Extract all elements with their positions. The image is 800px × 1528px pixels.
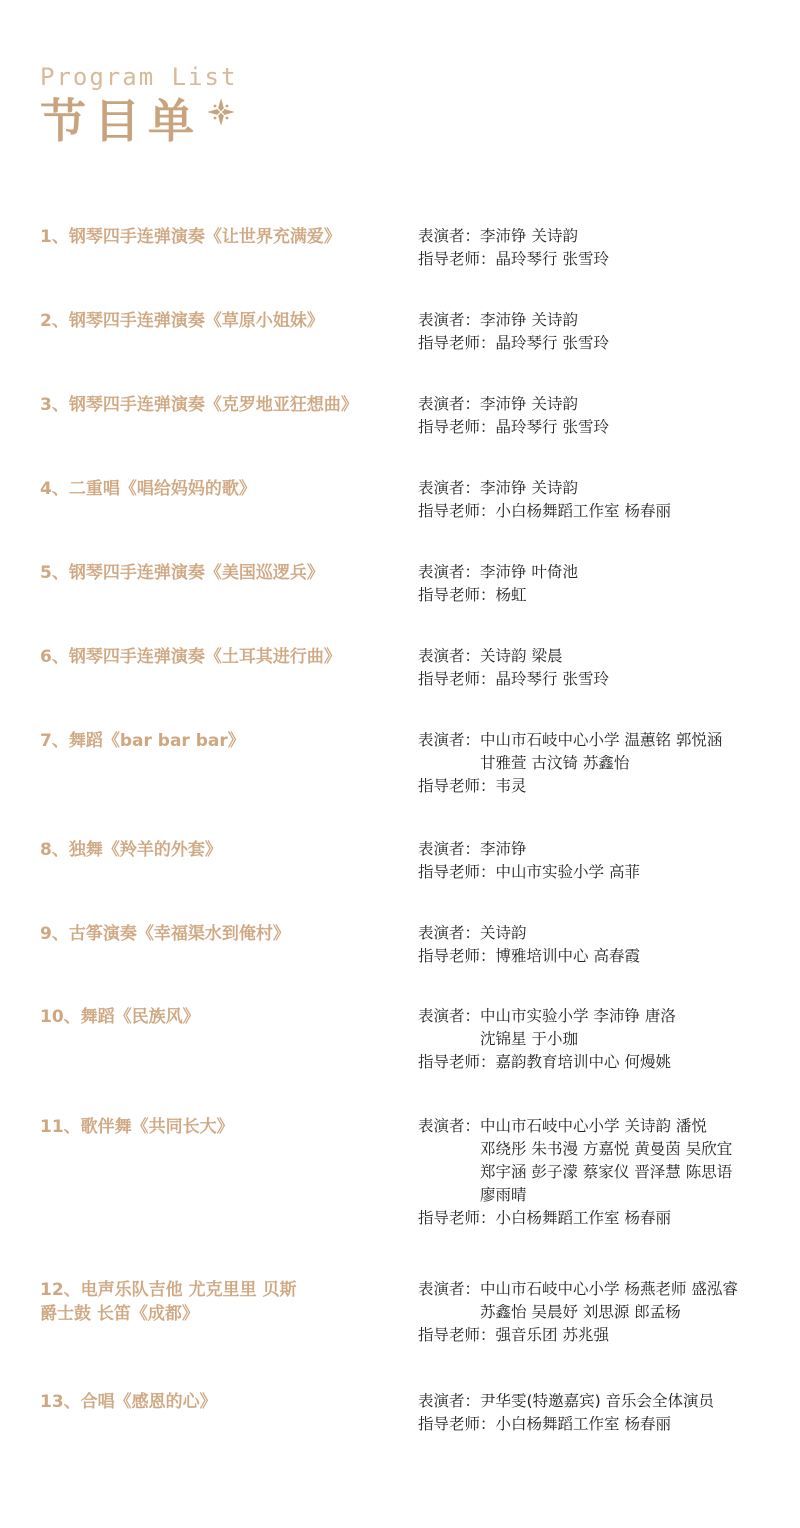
teachers-names: 晶玲琴行 张雪玲 — [495, 250, 609, 268]
teachers-line — [418, 1413, 714, 1436]
teachers-line — [418, 861, 640, 884]
teachers-label: 指导老师： — [418, 1053, 496, 1071]
performer-names-line: 廖雨晴 — [480, 1186, 527, 1204]
teachers-names: 杨虹 — [495, 586, 527, 604]
performer-names-line: 苏鑫怡 吴晨妤 刘思源 郎孟杨 — [480, 1303, 681, 1321]
performers-line — [418, 729, 722, 775]
title-row — [40, 94, 237, 148]
program-title: 6、钢琴四手连弹演奏《土耳其进行曲》 — [40, 647, 341, 667]
performers-names — [480, 477, 578, 500]
performers-label: 表演者： — [418, 1117, 481, 1135]
performers-label: 表演者： — [418, 395, 481, 413]
performers-names — [480, 838, 527, 861]
performer-names-line: 中山市实验小学 李沛铮 唐洛 — [480, 1007, 676, 1025]
program-title: 12、电声乐队吉他 尤克里里 贝斯 爵士鼓 长笛《成都》 — [40, 1280, 297, 1324]
performers-line — [418, 225, 609, 248]
teachers-line — [418, 668, 609, 691]
program-credits — [418, 922, 640, 968]
program-credits — [418, 1005, 676, 1074]
program-title: 8、独舞《羚羊的外套》 — [40, 840, 222, 860]
performer-names-line: 关诗韵 梁晨 — [480, 647, 563, 665]
teachers-label: 指导老师： — [418, 947, 496, 965]
performers-line — [418, 1005, 676, 1051]
performers-line — [418, 1115, 732, 1207]
performers-label: 表演者： — [418, 840, 481, 858]
teachers-line — [418, 332, 609, 355]
program-credits — [418, 645, 609, 691]
teachers-line — [418, 500, 671, 523]
program-credits — [418, 729, 722, 798]
performers-line — [418, 922, 640, 945]
performer-names-line: 李沛铮 — [480, 840, 527, 858]
teachers-line — [418, 584, 578, 607]
performers-names — [480, 393, 578, 416]
program-title: 5、钢琴四手连弹演奏《美国巡逻兵》 — [40, 563, 324, 583]
teachers-names: 小白杨舞蹈工作室 杨春丽 — [495, 1209, 671, 1227]
performers-names — [480, 1278, 738, 1324]
performers-label: 表演者： — [418, 1392, 481, 1410]
performers-label: 表演者： — [418, 924, 481, 942]
performer-names-line: 尹华雯(特邀嘉宾) 音乐会全体演员 — [480, 1392, 715, 1410]
performers-line — [418, 477, 671, 500]
performers-names — [480, 645, 562, 668]
performers-names — [480, 1005, 676, 1051]
performers-label: 表演者： — [418, 731, 481, 749]
performers-names — [480, 225, 578, 248]
performers-label: 表演者： — [418, 1280, 481, 1298]
teachers-names: 晶玲琴行 张雪玲 — [495, 670, 609, 688]
performers-line — [418, 645, 609, 668]
teachers-label: 指导老师： — [418, 1415, 496, 1433]
performers-label: 表演者： — [418, 647, 481, 665]
performer-names-line: 李沛铮 关诗韵 — [480, 479, 578, 497]
teachers-label: 指导老师： — [418, 334, 496, 352]
performers-names — [480, 309, 578, 332]
performers-names — [480, 922, 527, 945]
program-credits — [418, 1278, 738, 1347]
performers-label: 表演者： — [418, 1007, 481, 1025]
performers-label: 表演者： — [418, 563, 481, 581]
program-title: 1、钢琴四手连弹演奏《让世界充满爱》 — [40, 227, 341, 247]
performers-line — [418, 1278, 738, 1324]
program-title: 7、舞蹈《bar bar bar》 — [40, 731, 245, 751]
teachers-names: 韦灵 — [495, 777, 527, 795]
program-credits — [418, 477, 671, 523]
performer-names-line: 李沛铮 关诗韵 — [480, 395, 578, 413]
performer-names-line: 中山市石岐中心小学 关诗韵 潘悦 — [480, 1117, 707, 1135]
performer-names-line: 邓绕彤 朱书漫 方嘉悦 黄曼茵 吴欣宜 — [480, 1140, 733, 1158]
page-title: 节目单 — [40, 94, 202, 148]
performers-line — [418, 1390, 714, 1413]
teachers-label: 指导老师： — [418, 863, 496, 881]
program-credits — [418, 1390, 714, 1436]
teachers-names: 中山市实验小学 高菲 — [495, 863, 640, 881]
program-title: 2、钢琴四手连弹演奏《草原小姐妹》 — [40, 311, 324, 331]
teachers-line — [418, 775, 722, 798]
performer-names-line: 沈锦星 于小珈 — [480, 1030, 578, 1048]
performers-line — [418, 393, 609, 416]
performer-names-line: 中山市石岐中心小学 杨燕老师 盛泓睿 — [480, 1280, 738, 1298]
program-title: 9、古筝演奏《幸福渠水到俺村》 — [40, 924, 290, 944]
performer-names-line: 关诗韵 — [480, 924, 527, 942]
sparkle-icon — [208, 99, 234, 125]
teachers-line — [418, 945, 640, 968]
program-title: 4、二重唱《唱给妈妈的歌》 — [40, 479, 256, 499]
performers-names — [480, 1115, 732, 1207]
teachers-label: 指导老师： — [418, 670, 496, 688]
teachers-label: 指导老师： — [418, 586, 496, 604]
performers-label: 表演者： — [418, 311, 481, 329]
teachers-label: 指导老师： — [418, 250, 496, 268]
performer-names-line: 李沛铮 关诗韵 — [480, 311, 578, 329]
teachers-label: 指导老师： — [418, 1326, 496, 1344]
teachers-line — [418, 1324, 738, 1347]
program-credits — [418, 225, 609, 271]
performer-names-line: 李沛铮 关诗韵 — [480, 227, 578, 245]
teachers-label: 指导老师： — [418, 418, 496, 436]
program-credits — [418, 838, 640, 884]
program-credits — [418, 393, 609, 439]
teachers-line — [418, 416, 609, 439]
program-credits — [418, 1115, 732, 1230]
program-title: 3、钢琴四手连弹演奏《克罗地亚狂想曲》 — [40, 395, 358, 415]
teachers-line — [418, 1207, 732, 1230]
program-credits — [418, 309, 609, 355]
program-title: 13、合唱《感恩的心》 — [40, 1392, 217, 1412]
performer-names-line: 中山市石岐中心小学 温蕙铭 郭悦涵 — [480, 731, 723, 749]
performers-names — [480, 729, 722, 775]
teachers-line — [418, 248, 609, 271]
teachers-names: 嘉韵教育培训中心 何熳姚 — [495, 1053, 671, 1071]
teachers-label: 指导老师： — [418, 502, 496, 520]
teachers-names: 强音乐团 苏兆强 — [495, 1326, 609, 1344]
program-credits — [418, 561, 578, 607]
teachers-line — [418, 1051, 676, 1074]
teachers-names: 博雅培训中心 高春霞 — [495, 947, 640, 965]
performer-names-line: 甘雅萱 古汶锜 苏鑫怡 — [480, 754, 630, 772]
teachers-names: 小白杨舞蹈工作室 杨春丽 — [495, 1415, 671, 1433]
teachers-names: 小白杨舞蹈工作室 杨春丽 — [495, 502, 671, 520]
page-subtitle: Program List — [40, 63, 238, 91]
performers-line — [418, 561, 578, 584]
page-header — [40, 62, 237, 148]
performers-label: 表演者： — [418, 227, 481, 245]
performers-label: 表演者： — [418, 479, 481, 497]
performers-line — [418, 838, 640, 861]
performer-names-line: 郑宇涵 彭子濛 蔡家仪 晋泽慧 陈思语 — [480, 1163, 733, 1181]
program-title: 11、歌伴舞《共同长大》 — [40, 1117, 234, 1137]
program-title: 10、舞蹈《民族风》 — [40, 1007, 200, 1027]
performer-names-line: 李沛铮 叶倚池 — [480, 563, 578, 581]
teachers-names: 晶玲琴行 张雪玲 — [495, 418, 609, 436]
teachers-names: 晶玲琴行 张雪玲 — [495, 334, 609, 352]
performers-names — [480, 1390, 714, 1413]
teachers-label: 指导老师： — [418, 777, 496, 795]
teachers-label: 指导老师： — [418, 1209, 496, 1227]
performers-names — [480, 561, 578, 584]
performers-line — [418, 309, 609, 332]
